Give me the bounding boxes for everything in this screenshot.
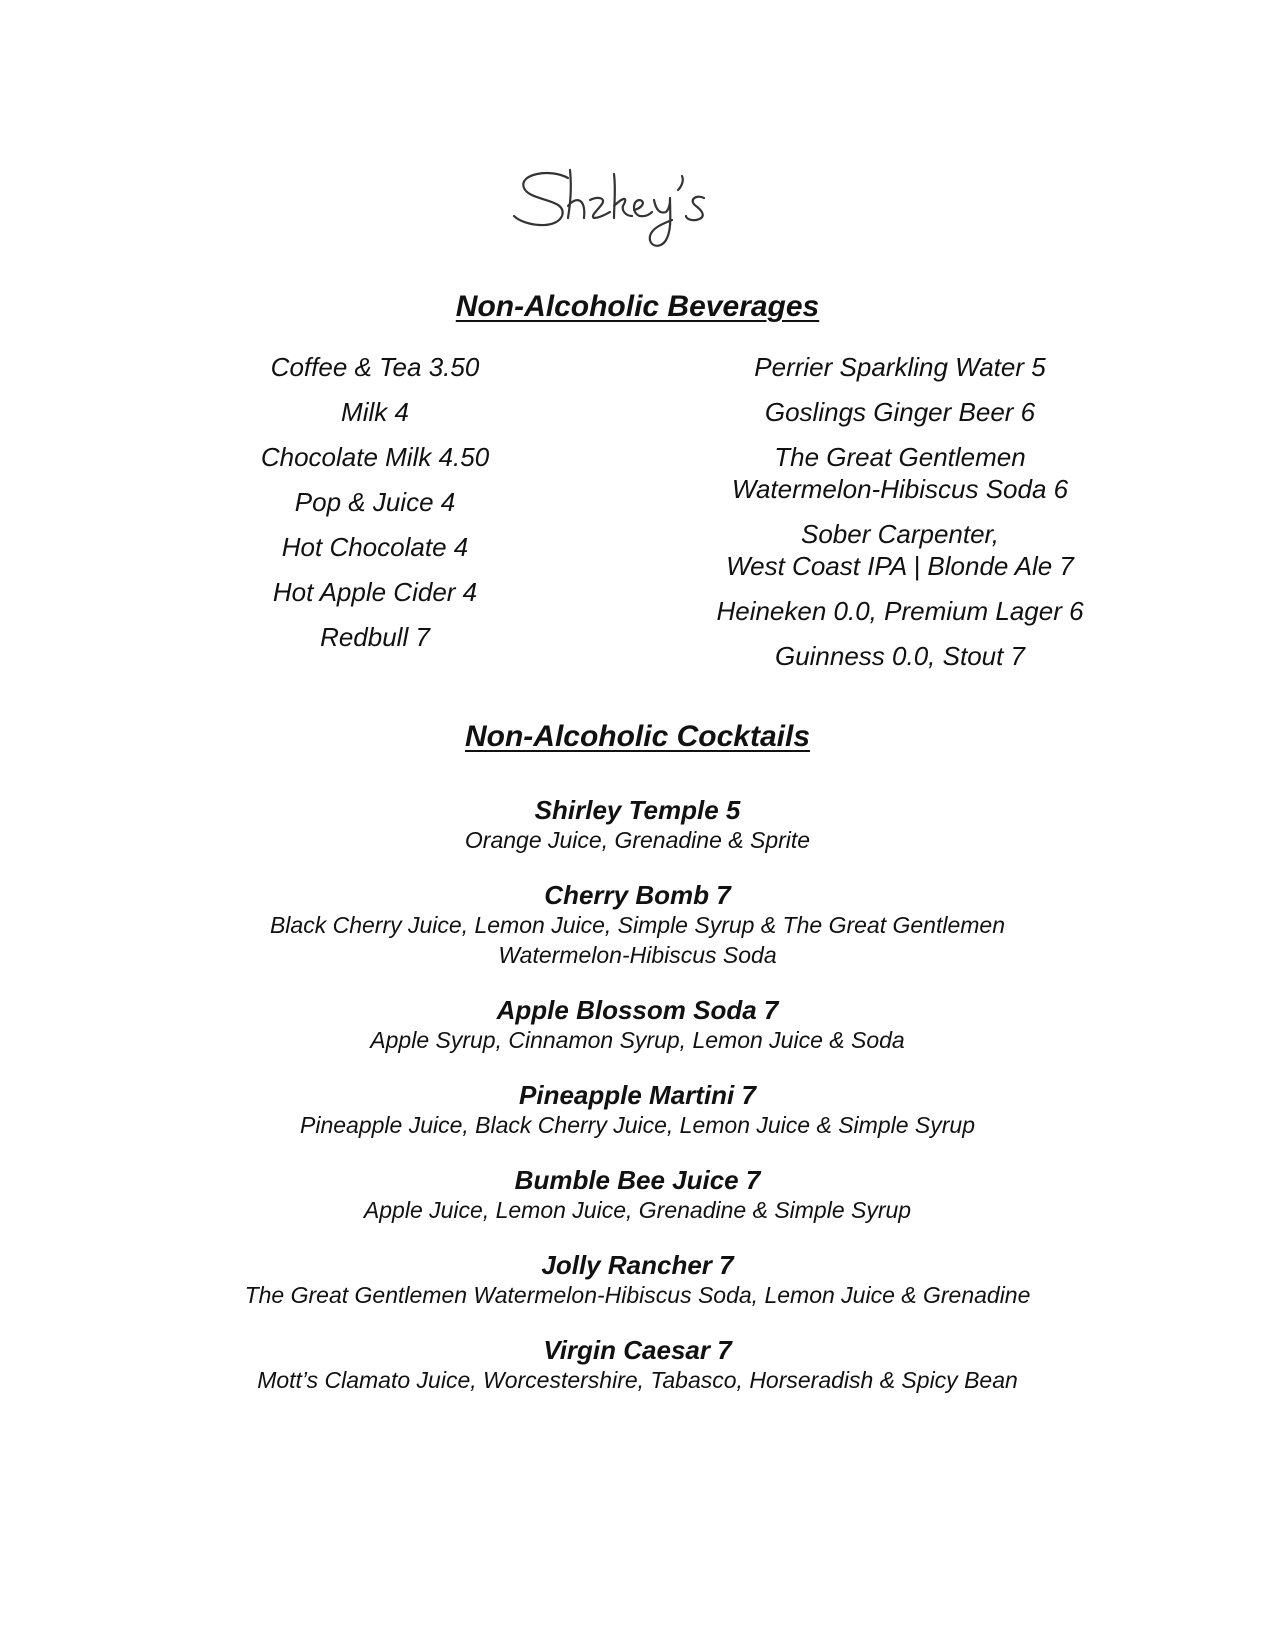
cocktail-description: Mott’s Clamato Juice, Worcestershire, Tabasco, Horseradish & Spicy Bean	[257, 1367, 1018, 1393]
cocktail-description: Pineapple Juice, Black Cherry Juice, Lemon Juice & Simple Syrup	[300, 1112, 975, 1138]
beverage-item: The Great Gentlemen Watermelon-Hibiscus Soda 6	[731, 442, 1069, 504]
cocktail-name: Virgin Caesar 7	[543, 1335, 732, 1365]
cocktail-name: Shirley Temple 5	[534, 795, 741, 825]
cocktail-item	[0, 795, 1275, 855]
cocktail-name: Jolly Rancher 7	[541, 1250, 734, 1280]
cocktail-description: Black Cherry Juice, Lemon Juice, Simple Syrup & The Great Gentlemen Watermelon-Hibiscus Soda	[269, 912, 1006, 968]
shakeys-script-logo	[510, 160, 760, 260]
beverage-item: Hot Chocolate 4	[281, 532, 469, 562]
cocktail-name: Apple Blossom Soda 7	[496, 995, 779, 1025]
beverages-title: Non-Alcoholic Beverages	[455, 290, 820, 323]
cocktail-description: Orange Juice, Grenadine & Sprite	[464, 827, 811, 853]
beverage-item: Perrier Sparkling Water 5	[754, 352, 1046, 382]
beverage-item: Sober Carpenter, West Coast IPA | Blonde Ale 7	[726, 519, 1074, 581]
cocktail-description: The Great Gentlemen Watermelon-Hibiscus Soda, Lemon Juice & Grenadine	[244, 1282, 1031, 1308]
cocktail-item	[0, 1080, 1275, 1140]
cocktail-item	[0, 1165, 1275, 1225]
beverage-item: Coffee & Tea 3.50	[270, 352, 480, 382]
cocktail-description: Apple Juice, Lemon Juice, Grenadine & Simple Syrup	[363, 1197, 912, 1223]
beverage-item: Guinness 0.0, Stout 7	[774, 641, 1026, 671]
cocktail-description: Apple Syrup, Cinnamon Syrup, Lemon Juice & Soda	[370, 1027, 905, 1053]
beverage-item: Goslings Ginger Beer 6	[764, 397, 1036, 427]
cocktail-item	[0, 1250, 1275, 1310]
beverages-left-column	[225, 351, 525, 666]
beverage-item: Chocolate Milk 4.50	[260, 442, 490, 472]
shakeys-logo	[510, 160, 760, 260]
beverage-item: Redbull 7	[320, 622, 430, 652]
beverage-item: Milk 4	[341, 397, 409, 427]
cocktail-name: Cherry Bomb 7	[544, 880, 731, 910]
beverage-item: Pop & Juice 4	[294, 487, 456, 517]
cocktail-name: Bumble Bee Juice 7	[514, 1165, 761, 1195]
cocktails-list	[0, 795, 1275, 1420]
beverage-item: Hot Apple Cider 4	[272, 577, 478, 607]
cocktail-item	[0, 1335, 1275, 1395]
cocktail-item	[0, 880, 1275, 970]
cocktails-title: Non-Alcoholic Cocktails	[464, 720, 811, 753]
beverage-item: Heineken 0.0, Premium Lager 6	[716, 596, 1084, 626]
cocktail-name: Pineapple Martini 7	[519, 1080, 756, 1110]
beverages-right-column	[690, 351, 1110, 685]
cocktail-item	[0, 995, 1275, 1055]
